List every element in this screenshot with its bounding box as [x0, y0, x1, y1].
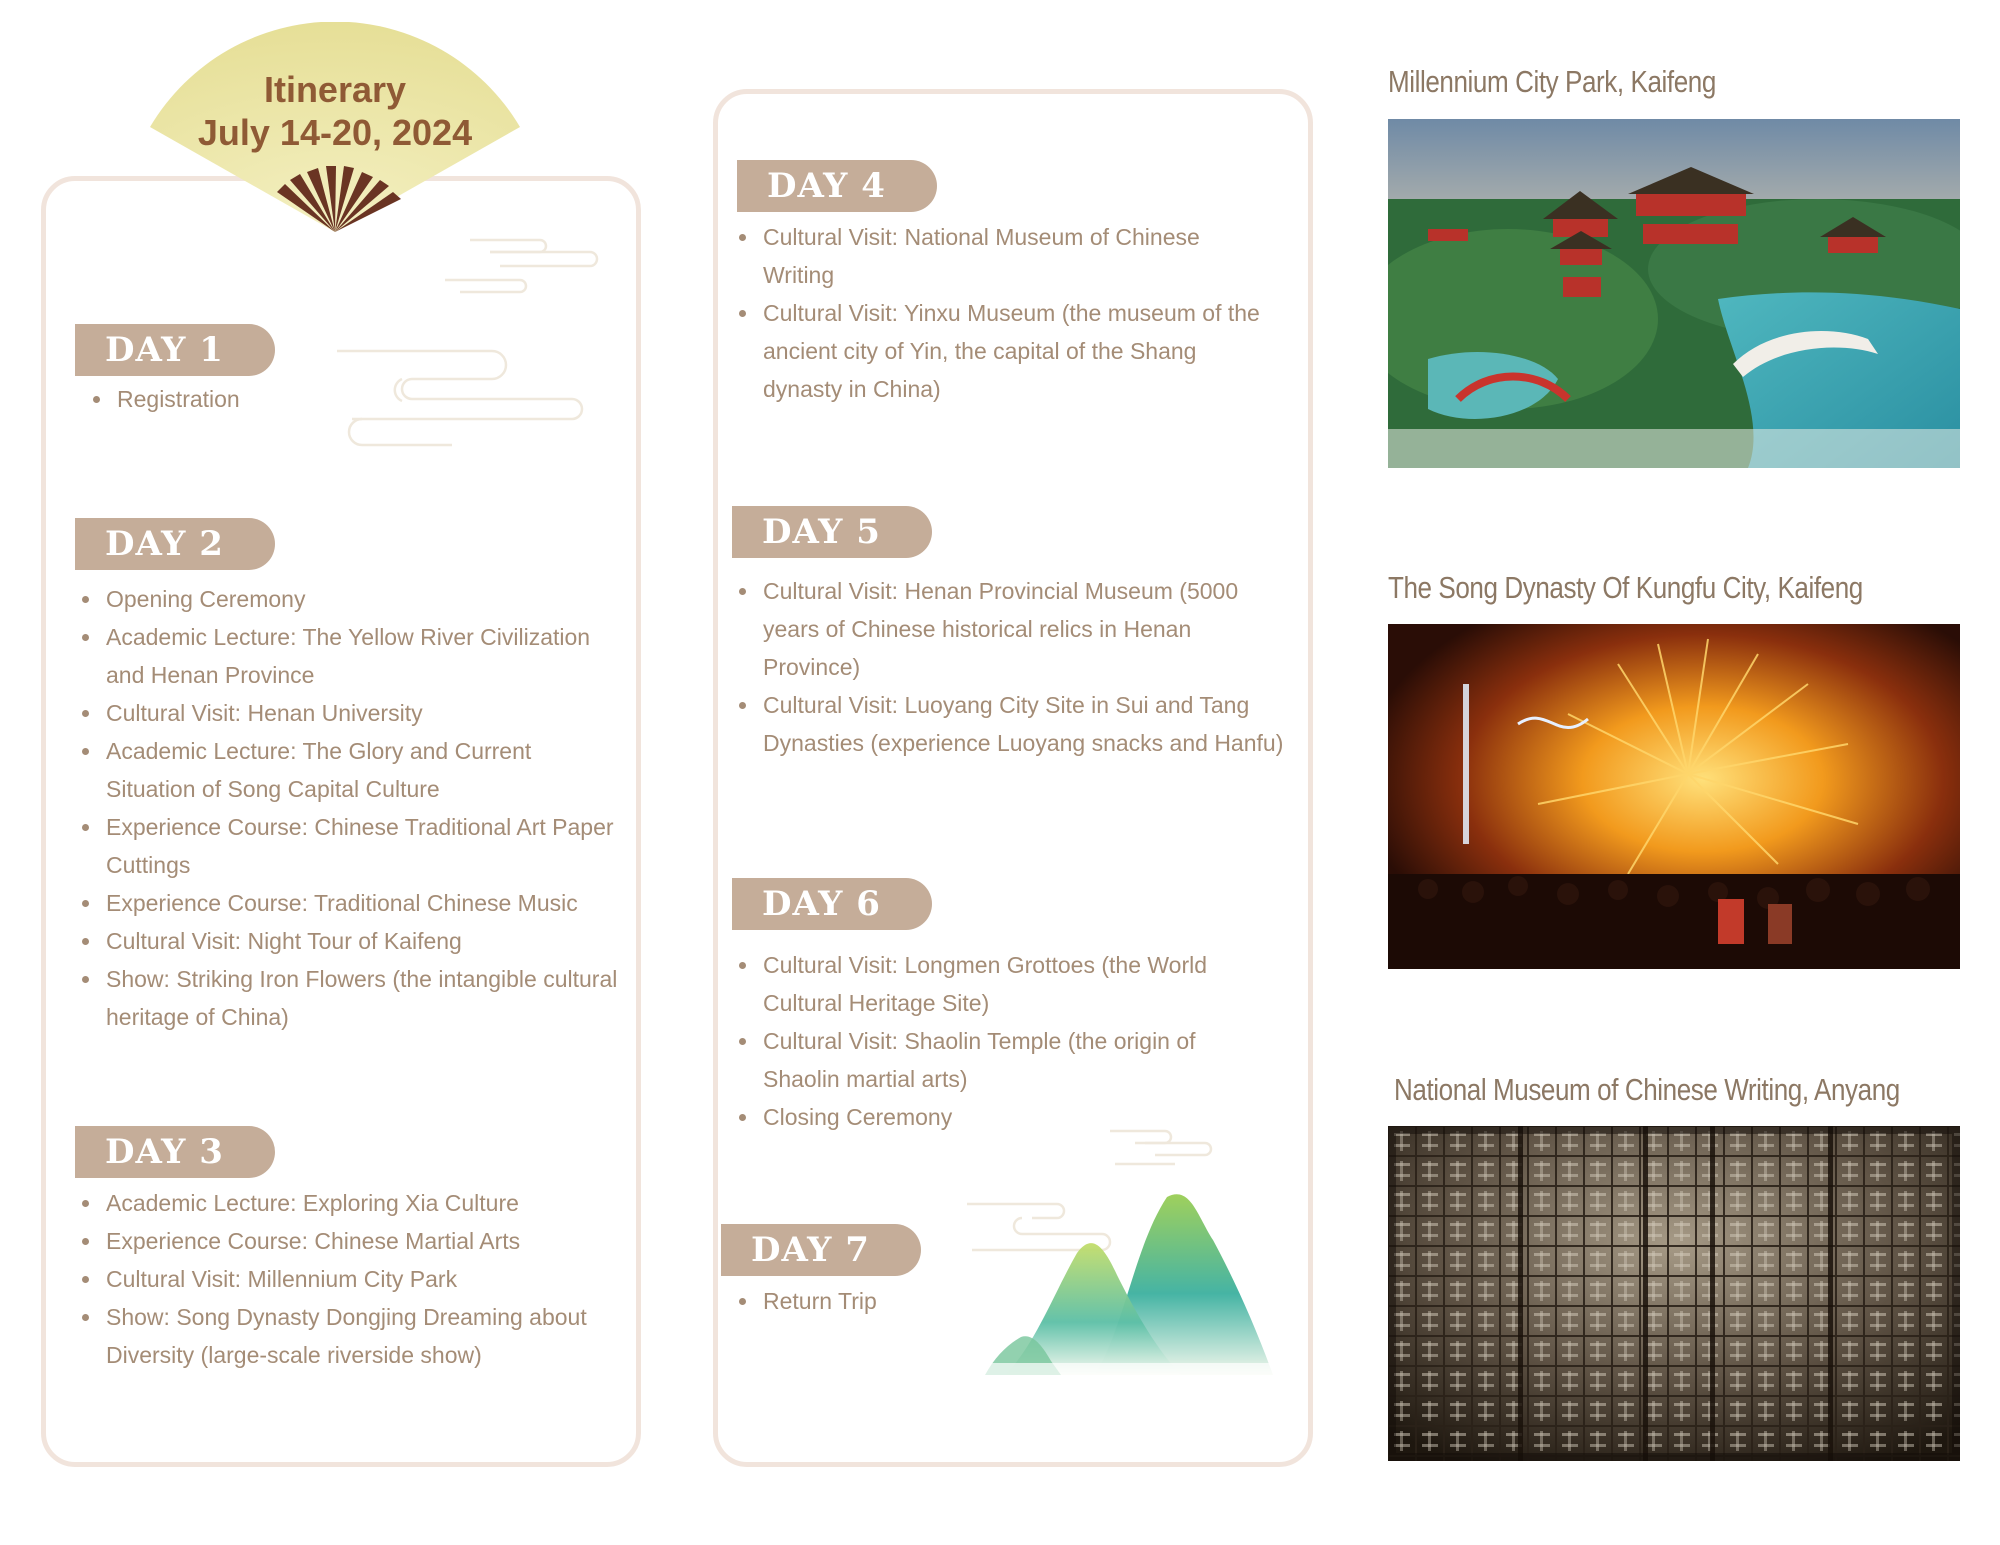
day-3-badge: DAY 3 [75, 1126, 275, 1178]
cloud-decoration-icon [440, 232, 600, 298]
photo-caption: Millennium City Park, Kaifeng [1388, 64, 1716, 99]
day-1-badge: DAY 1 [75, 324, 275, 376]
list-item: Cultural Visit: National Museum of Chinese [763, 218, 1260, 256]
list-item: Cultural Visit: Henan University [106, 694, 617, 732]
movable-type-photo [1388, 1126, 1960, 1461]
pavilion-landscape-photo [1388, 119, 1960, 468]
list-item: Academic Lecture: Exploring Xia Culture [106, 1184, 587, 1222]
list-item: Registration [117, 380, 240, 418]
day-6-badge: DAY 6 [732, 878, 932, 930]
photo-caption: The Song Dynasty Of Kungfu City, Kaifeng [1388, 570, 1863, 605]
itinerary-title: Itinerary [263, 69, 407, 110]
list-item: Cultural Visit: Shaolin Temple (the origin of [763, 1022, 1207, 1060]
day-4-badge: DAY 4 [737, 160, 937, 212]
mountain-illustration-icon [985, 1185, 1275, 1380]
day-6-list [763, 946, 1207, 1136]
iron-flowers-show-photo [1388, 624, 1960, 969]
list-item: Cultural Visit: Yinxu Museum (the museum of the [763, 294, 1260, 332]
list-item: Academic Lecture: The Glory and Current [106, 732, 617, 770]
day-5-badge: DAY 5 [732, 506, 932, 558]
list-item: Show: Song Dynasty Dongjing Dreaming about [106, 1298, 587, 1336]
list-item-continued: heritage of China) [106, 1004, 289, 1030]
day-4-list [763, 218, 1260, 408]
list-item-continued: Shaolin martial arts) [763, 1066, 968, 1092]
list-item-continued: Cultural Heritage Site) [763, 990, 990, 1016]
list-item: Opening Ceremony [106, 580, 617, 618]
day-2-badge: DAY 2 [75, 518, 275, 570]
list-item: Return Trip [763, 1282, 877, 1320]
list-item: Cultural Visit: Henan Provincial Museum (5000 [763, 572, 1283, 610]
list-item: Cultural Visit: Longmen Grottoes (the World [763, 946, 1207, 984]
day-7-badge: DAY 7 [721, 1224, 921, 1276]
list-item-continued: years of Chinese historical relics in Henan [763, 616, 1192, 642]
list-item-continued: ancient city of Yin, the capital of the Shang [763, 338, 1197, 364]
photo-caption: National Museum of Chinese Writing, Anyang [1394, 1072, 1900, 1107]
list-item: Experience Course: Chinese Traditional Art Paper [106, 808, 617, 846]
list-item: Show: Striking Iron Flowers (the intangible cultural [106, 960, 617, 998]
list-item: Experience Course: Chinese Martial Arts [106, 1222, 587, 1260]
list-item-continued: dynasty in China) [763, 376, 941, 402]
cloud-decoration-icon [332, 346, 584, 450]
list-item-continued: Province) [763, 654, 861, 680]
list-item: Academic Lecture: The Yellow River Civilization [106, 618, 617, 656]
list-item-continued: Writing [763, 262, 835, 288]
list-item-continued: Dynasties (experience Luoyang snacks and Hanfu) [763, 730, 1284, 756]
itinerary-dates: July 14-20, 2024 [197, 112, 473, 153]
day-5-list [763, 572, 1283, 762]
day-1-list [117, 380, 240, 418]
list-item-continued: Situation of Song Capital Culture [106, 776, 440, 802]
list-item: Closing Ceremony [763, 1098, 1207, 1136]
list-item-continued: and Henan Province [106, 662, 315, 688]
list-item: Experience Course: Traditional Chinese Music [106, 884, 617, 922]
list-item: Cultural Visit: Night Tour of Kaifeng [106, 922, 617, 960]
day-3-list [106, 1184, 587, 1374]
list-item: Cultural Visit: Millennium City Park [106, 1260, 587, 1298]
list-item-continued: Diversity (large-scale riverside show) [106, 1342, 482, 1368]
list-item: Cultural Visit: Luoyang City Site in Sui and Tang [763, 686, 1283, 724]
day-7-list [763, 1282, 877, 1320]
day-2-list [106, 580, 617, 1036]
list-item-continued: Cuttings [106, 852, 191, 878]
